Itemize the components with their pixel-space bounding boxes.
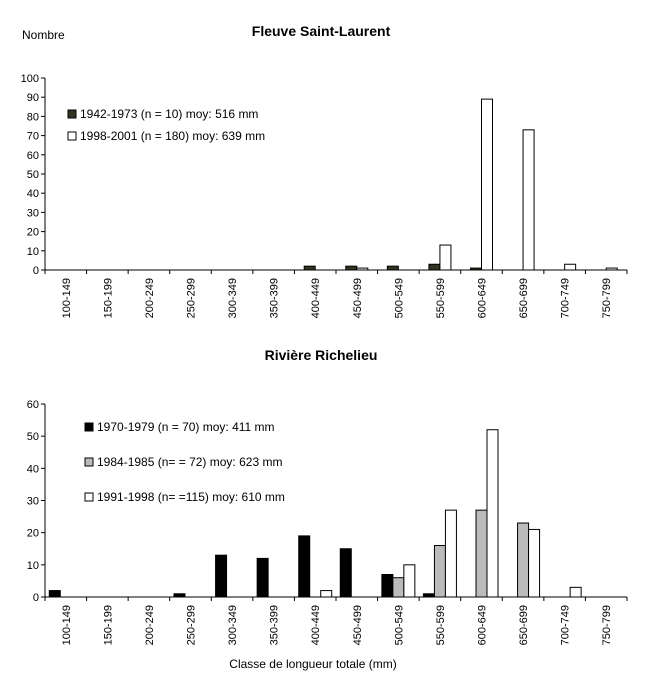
y-tick-label: 10	[26, 245, 39, 258]
y-tick-label: 50	[26, 169, 39, 181]
bar	[570, 587, 581, 597]
bar	[518, 523, 529, 597]
chart-riviere-richelieu	[27, 347, 627, 645]
y-tick-label: 40	[26, 188, 39, 201]
y-tick-label: 90	[26, 92, 39, 105]
x-tick-label: 300-349	[227, 605, 240, 646]
bar	[174, 594, 185, 597]
y-tick-label: 20	[26, 527, 39, 540]
bar	[423, 594, 434, 597]
x-tick-label: 200-249	[143, 605, 156, 646]
x-tick-label: 100-149	[60, 278, 73, 319]
x-tick-label: 550-599	[434, 278, 447, 319]
x-tick-label: 500-549	[393, 605, 406, 646]
x-tick-label: 450-499	[351, 278, 364, 319]
y-axis-label: Nombre	[22, 28, 65, 42]
chart-title: Rivière Richelieu	[264, 347, 378, 363]
x-tick-label: 400-449	[310, 605, 323, 646]
legend-swatch	[85, 493, 93, 501]
bar	[357, 268, 368, 270]
bar	[440, 245, 451, 270]
x-tick-label: 750-799	[601, 605, 614, 646]
bar	[346, 266, 357, 270]
chart-fleuve-saint-laurent	[21, 23, 627, 318]
y-tick-label: 0	[32, 592, 39, 604]
legend-entry: 1984-1985 (n= = 72) moy: 623 mm	[97, 455, 283, 469]
legend-swatch	[85, 423, 93, 431]
y-tick-label: 10	[26, 559, 39, 572]
bar	[382, 574, 393, 597]
chart-title: Fleuve Saint-Laurent	[251, 23, 391, 39]
y-tick-label: 70	[26, 130, 39, 143]
x-tick-label: 500-549	[393, 278, 406, 319]
legend-entry: 1970-1979 (n = 70) moy: 411 mm	[97, 420, 275, 434]
bar	[487, 430, 498, 597]
bar	[434, 546, 445, 597]
bar	[49, 591, 60, 597]
y-tick-label: 30	[26, 495, 39, 508]
legend-entry: 1991-1998 (n= =115) moy: 610 mm	[97, 490, 285, 504]
legend-swatch	[68, 132, 76, 140]
x-tick-label: 450-499	[351, 605, 364, 646]
y-tick-label: 40	[26, 463, 39, 476]
bar	[216, 555, 227, 597]
bar	[482, 99, 493, 270]
y-tick-label: 50	[26, 431, 39, 444]
bar	[476, 510, 487, 597]
x-tick-label: 250-299	[185, 605, 198, 646]
bar	[321, 591, 332, 597]
x-tick-label: 700-749	[559, 278, 572, 319]
bar	[340, 549, 351, 597]
y-tick-label: 0	[32, 265, 39, 277]
legend-entry: 1998-2001 (n = 180) moy: 639 mm	[80, 129, 266, 143]
x-tick-label: 750-799	[601, 278, 614, 319]
bar	[606, 268, 617, 270]
y-tick-label: 60	[26, 149, 39, 162]
y-tick-label: 30	[26, 207, 39, 220]
y-tick-label: 60	[26, 399, 39, 411]
x-tick-label: 350-399	[268, 605, 281, 646]
bar	[393, 578, 404, 597]
x-tick-label: 250-299	[185, 278, 198, 319]
y-tick-label: 100	[20, 73, 39, 85]
bar	[404, 565, 415, 597]
legend-swatch	[85, 458, 93, 466]
x-tick-label: 550-599	[434, 605, 447, 646]
x-axis-label: Classe de longueur totale (mm)	[229, 657, 397, 671]
bar	[257, 558, 268, 597]
x-tick-label: 300-349	[227, 278, 240, 319]
x-tick-label: 150-199	[102, 605, 115, 646]
x-tick-label: 600-649	[476, 605, 489, 646]
x-tick-label: 600-649	[476, 278, 489, 319]
bar	[529, 529, 540, 597]
bar	[565, 264, 576, 270]
legend-swatch	[68, 110, 76, 118]
x-tick-label: 650-699	[518, 605, 531, 646]
bar	[429, 264, 440, 270]
x-tick-label: 650-699	[518, 278, 531, 319]
x-tick-label: 350-399	[268, 278, 281, 319]
bar	[471, 268, 482, 270]
y-tick-label: 20	[26, 226, 39, 239]
x-tick-label: 150-199	[102, 278, 115, 319]
bar	[445, 510, 456, 597]
y-tick-label: 80	[26, 111, 39, 124]
x-tick-label: 100-149	[60, 605, 73, 646]
x-tick-label: 400-449	[310, 278, 323, 319]
bar	[387, 266, 398, 270]
bar	[299, 536, 310, 597]
bar	[304, 266, 315, 270]
legend-entry: 1942-1973 (n = 10) moy: 516 mm	[80, 107, 259, 121]
bar	[523, 130, 534, 270]
x-tick-label: 700-749	[559, 605, 572, 646]
x-tick-label: 200-249	[143, 278, 156, 319]
